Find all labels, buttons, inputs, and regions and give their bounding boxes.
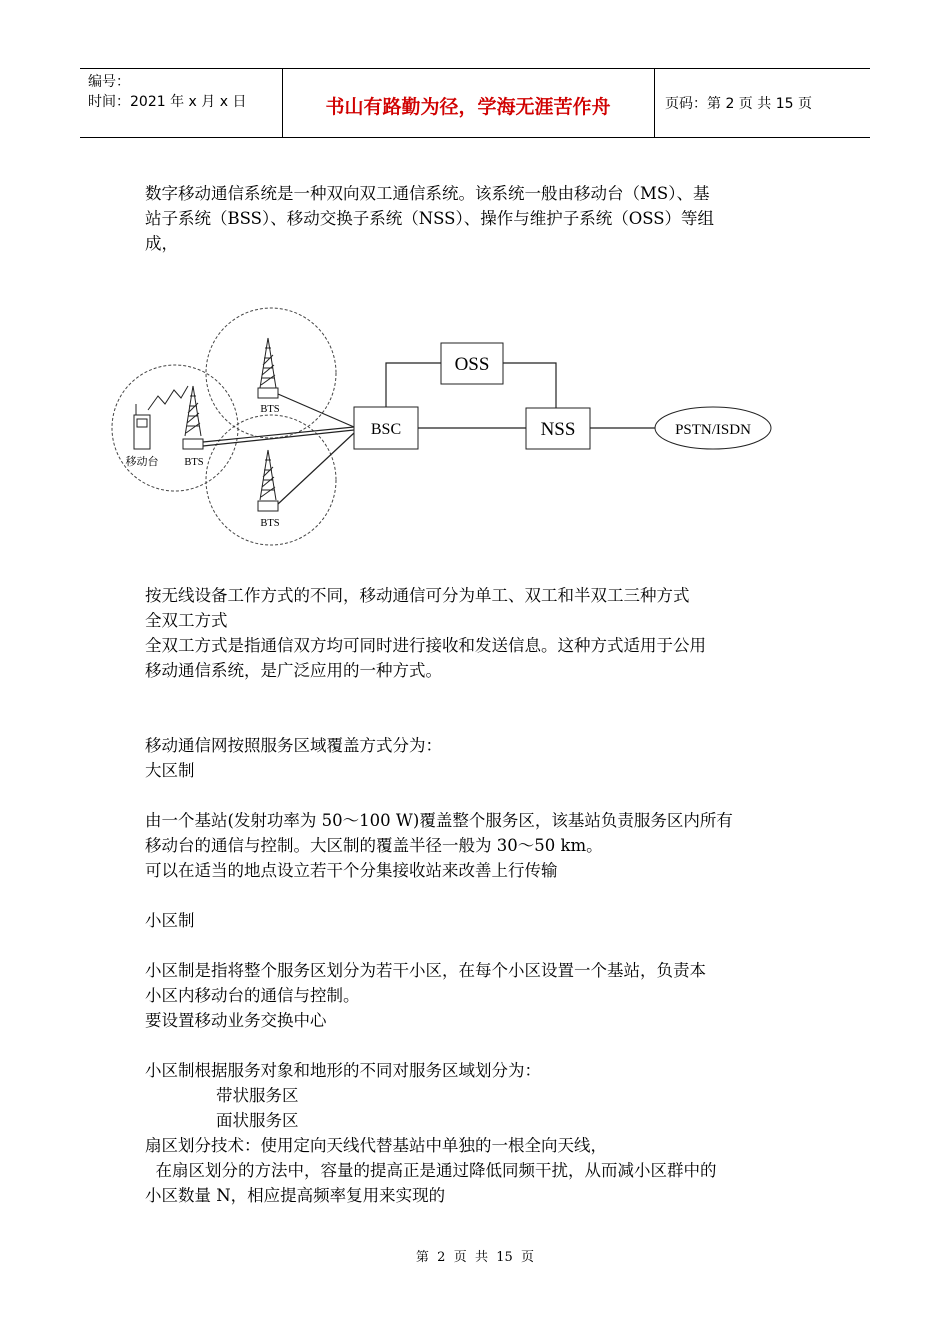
paragraph-line: 可以在适当的地点设立若干个分集接收站来改善上行传输 bbox=[145, 861, 558, 880]
bsc-label: BSC bbox=[370, 421, 402, 438]
header-divider bbox=[654, 69, 655, 137]
network-diagram bbox=[0, 300, 950, 560]
paragraph-line: 要设置移动业务交换中心 bbox=[145, 1011, 327, 1030]
paragraph-line: 在扇区划分的方法中，容量的提高正是通过降低同频干扰，从而减小区群中的 bbox=[145, 1161, 717, 1180]
intro-line: 数字移动通信系统是一种双向双工通信系统。该系统一般由移动台（MS）、基 bbox=[145, 184, 710, 203]
intro-line: 成， bbox=[145, 234, 178, 253]
paragraph-line: 移动通信系统，是广泛应用的一种方式。 bbox=[145, 661, 442, 680]
list-item: 带状服务区 bbox=[216, 1086, 299, 1105]
paragraph-line: 由一个基站(发射功率为 50～100 W)覆盖整个服务区，该基站负责服务区内所有 bbox=[145, 811, 733, 830]
intro-line: 站子系统（BSS）、移动交换子系统（NSS）、操作与维护子系统（OSS）等组 bbox=[145, 209, 715, 228]
paragraph-line: 小区数量 N，相应提高频率复用来实现的 bbox=[145, 1186, 446, 1205]
header-motto: 书山有路勤为径，学海无涯苦作舟 bbox=[325, 96, 611, 118]
paragraph-line: 全双工方式是指通信双方均可同时进行接收和发送信息。这种方式适用于公用 bbox=[145, 636, 706, 655]
nss-label: NSS bbox=[540, 419, 576, 440]
oss-label: OSS bbox=[454, 354, 490, 375]
pstn-label: PSTN/ISDN bbox=[675, 422, 751, 438]
bts-tower-icon bbox=[258, 338, 278, 398]
header-time: 时间：2021 年 x 月 x 日 bbox=[88, 94, 247, 110]
list-item: 面状服务区 bbox=[216, 1111, 299, 1130]
paragraph-line: 移动台的通信与控制。大区制的覆盖半径一般为 30～50 km。 bbox=[145, 836, 603, 855]
page-header bbox=[80, 68, 870, 138]
section-title: 小区制 bbox=[145, 911, 195, 930]
paragraph-line: 按无线设备工作方式的不同，移动通信可分为单工、双工和半双工三种方式 bbox=[145, 586, 690, 605]
paragraph-line: 小区制根据服务对象和地形的不同对服务区域划分为： bbox=[145, 1061, 541, 1080]
paragraph-line: 移动通信网按照服务区域覆盖方式分为： bbox=[145, 736, 442, 755]
mobile-phone-icon bbox=[134, 386, 188, 449]
paragraph-line: 扇区划分技术：使用定向天线代替基站中单独的一根全向天线， bbox=[145, 1136, 607, 1155]
bts-label: BTS bbox=[260, 404, 280, 415]
paragraph-line: 小区制是指将整个服务区划分为若干小区，在每个小区设置一个基站，负责本 bbox=[145, 961, 706, 980]
bts-label: BTS bbox=[260, 518, 280, 529]
section-title: 全双工方式 bbox=[145, 611, 228, 630]
bts-tower-icon bbox=[258, 450, 278, 511]
mobile-label: 移动台 bbox=[125, 455, 159, 468]
bts-label: BTS bbox=[184, 457, 204, 468]
header-page-number: 页码：第 2 页 共 15 页 bbox=[665, 96, 812, 112]
paragraph-line: 小区内移动台的通信与控制。 bbox=[145, 986, 360, 1005]
coverage-cell-top bbox=[206, 308, 336, 438]
header-number: 编号： bbox=[88, 74, 130, 90]
page-footer: 第 2 页 共 15 页 bbox=[415, 1250, 535, 1265]
bts-tower-icon bbox=[183, 386, 203, 449]
header-meta bbox=[88, 72, 246, 112]
coverage-cell-left bbox=[112, 365, 238, 491]
section-title: 大区制 bbox=[145, 761, 195, 780]
